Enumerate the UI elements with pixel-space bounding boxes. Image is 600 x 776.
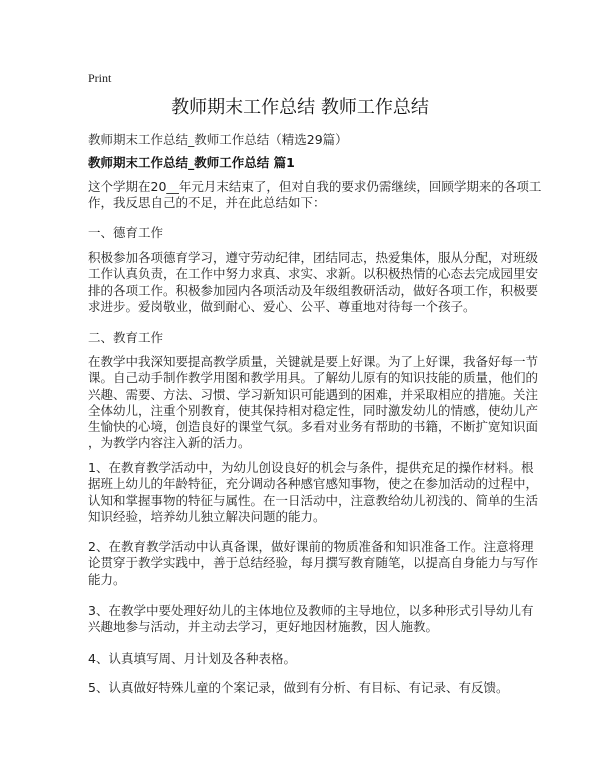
intro-paragraph bbox=[88, 179, 542, 212]
text-line: 2、在教育教学活动中认真备课，做好课前的物质准备和知识准备工作。注意将理 bbox=[88, 539, 534, 554]
moral-paragraph bbox=[88, 250, 539, 315]
list-item bbox=[88, 460, 539, 525]
list-item bbox=[88, 651, 528, 667]
text-line: 3、在教学中要处理好幼儿的主体地位及教师的主导地位，以多种形式引导幼儿有 bbox=[88, 603, 534, 618]
section-heading: 教师期末工作总结_教师工作总结 篇1 bbox=[88, 155, 295, 170]
text-line: 能力。 bbox=[88, 571, 126, 587]
text-line: 这个学期在20__年元月末结束了，但对自我的要求仍需继续，回顾学期来的各项工 bbox=[88, 179, 542, 194]
list-item bbox=[88, 539, 539, 588]
text-line: 认知和掌握事物的特征与属性。在一日活动中，注意教给幼儿初浅的、简单的生活 bbox=[88, 492, 539, 508]
teaching-heading: 二、教育工作 bbox=[88, 330, 164, 345]
text-line: 1、在教育教学活动中，为幼儿创设良好的机会与条件，提供充足的操作材料。根 bbox=[88, 460, 534, 475]
text-line: ，为教学内容注入新的活力。 bbox=[88, 435, 251, 451]
text-line: 全体幼儿，注重个别教育，使其保持相对稳定性，同时激发幼儿的情感，使幼儿产 bbox=[88, 402, 539, 418]
text-line: 生愉快的心境，创造良好的课堂气氛。多看对业务有帮助的书籍，不断扩宽知识面 bbox=[88, 419, 539, 435]
text-line: 工作认真负责，在工作中努力求真、求实、求新。以积极热情的心态去完成园里安 bbox=[88, 266, 539, 282]
page-title: 教师期末工作总结 教师工作总结 bbox=[171, 97, 429, 118]
print-link[interactable]: Print bbox=[88, 71, 112, 85]
text-line: 作，我反思自己的不足，并在此总结如下： bbox=[88, 195, 326, 211]
text-line: 课。自己动手制作教学用图和教学用具。了解幼儿原有的知识技能的质量，他们的 bbox=[88, 370, 539, 386]
list-item bbox=[88, 603, 534, 636]
subtitle: 教师期末工作总结_教师工作总结（精选29篇） bbox=[88, 132, 348, 147]
text-line: 5、认真做好特殊儿童的个案记录，做到有分析、有目标、有记录、有反馈。 bbox=[88, 680, 509, 695]
teaching-paragraph bbox=[88, 354, 539, 452]
moral-heading: 一、德育工作 bbox=[88, 225, 164, 240]
list-item bbox=[88, 680, 528, 696]
text-line: 据班上幼儿的年龄特征，充分调动各种感官感知事物，使之在参加活动的过程中， bbox=[88, 476, 539, 492]
text-line: 兴趣地参与活动，并主动去学习，更好地因材施教，因人施教。 bbox=[88, 619, 439, 635]
text-line: 兴趣、需要、方法、习惯、学习新知识可能遇到的困难，并采取相应的措施。关注 bbox=[88, 386, 539, 402]
text-line: 4、认真填写周、月计划及各种表格。 bbox=[88, 651, 296, 666]
text-line: 在教学中我深知要提高教学质量，关键就是要上好课。为了上好课，我备好每一节 bbox=[88, 354, 539, 369]
text-line: 求进步。爱岗敬业，做到耐心、爱心、公平、尊重地对待每一个孩子。 bbox=[88, 298, 476, 314]
text-line: 排的各项工作。积极参加园内各项活动及年级组教研活动，做好各项工作，积极要 bbox=[88, 282, 539, 298]
text-line: 论贯穿于教学实践中，善于总结经验，每月撰写教育随笔，以提高自身能力与写作 bbox=[88, 555, 539, 571]
text-line: 积极参加各项德育学习，遵守劳动纪律，团结同志，热爱集体，服从分配，对班级 bbox=[88, 250, 539, 265]
text-line: 知识经验，培养幼儿独立解决问题的能力。 bbox=[88, 508, 326, 524]
